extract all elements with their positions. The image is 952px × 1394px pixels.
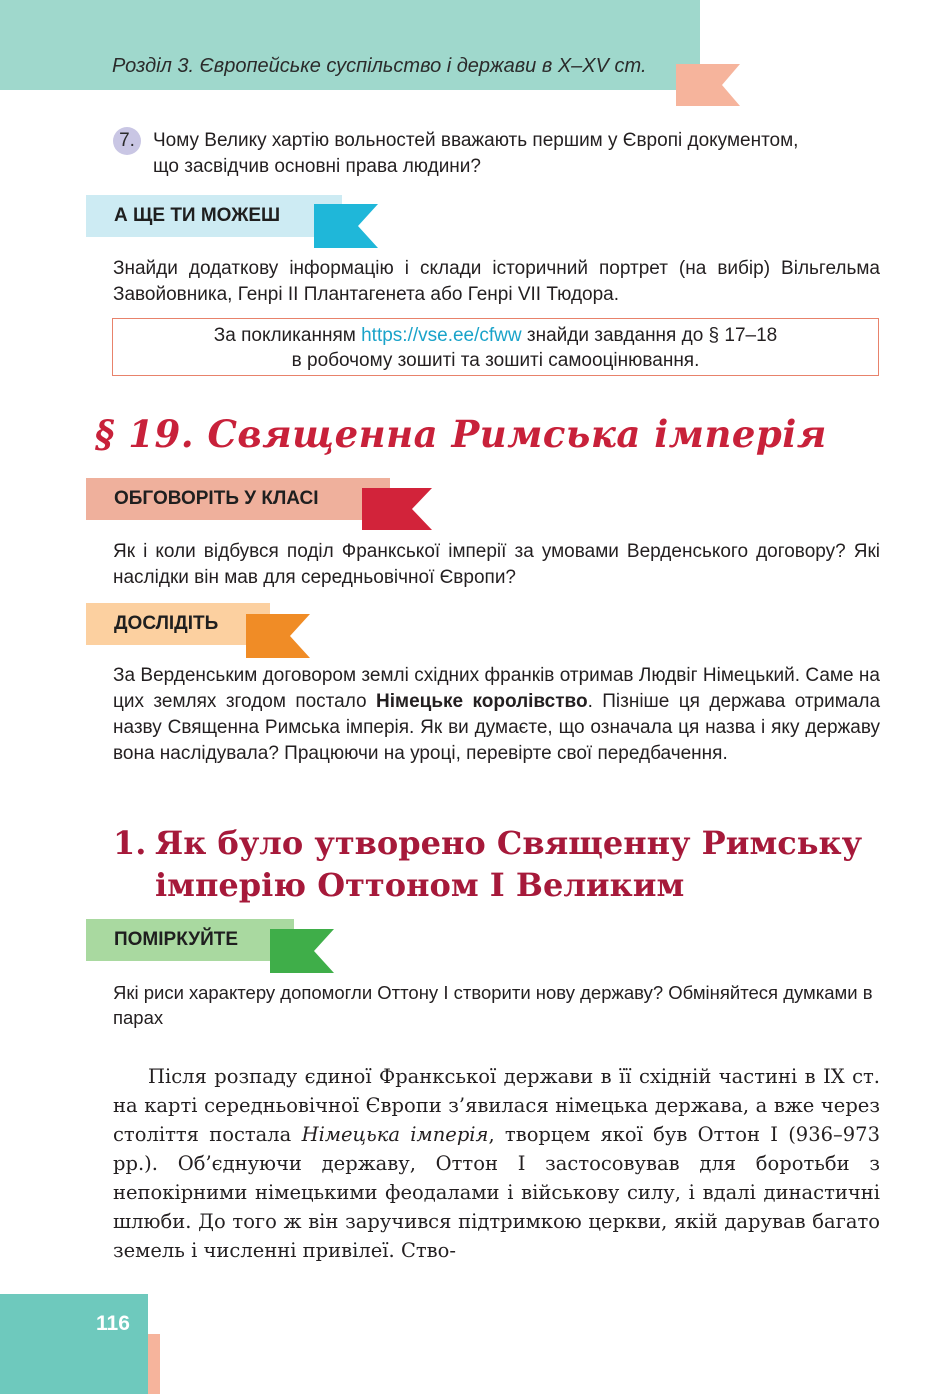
question-line-1: Чому Велику хартію вольностей вважають першим у Європі документом,: [153, 130, 799, 151]
body-text-b: , творцем якої був Оттон І (936–973 рр.). Об’єднуючи державу, Оттон І застосовував для боротьби з непокірними німецькими феодалами і військову силу, і вдалі династичні шлюби. До того ж він заручився підтримкою церкви, якій дарував багато земель і численні привілеї. Ство-: [113, 1123, 880, 1262]
section-number: 1.: [113, 824, 147, 862]
online-task-suffix: знайди завдання до § 17–18: [521, 325, 778, 346]
online-task-line-1: [113, 323, 878, 348]
body-text-italic: Німецька імперія: [301, 1123, 489, 1146]
header-ribbon-icon: [676, 64, 740, 106]
research-text: [113, 663, 880, 767]
section-title-line-1: Як було утворено Священну Римську: [155, 824, 863, 862]
section-title-line-2: імперію Оттоном І Великим: [155, 866, 685, 904]
can-do-ribbon-icon: [314, 204, 378, 248]
page-number: 116: [96, 1312, 130, 1335]
research-text-bold: Німецьке королівство: [376, 691, 588, 712]
page-number-accent: [148, 1334, 160, 1394]
body-text-a: Після розпаду єдиної Франкської держави в її східній частині в ІХ ст. на карті середньовічної Європи з’явилася німецька держава, а вже через століття постала: [113, 1065, 880, 1146]
online-task-line-2: в робочому зошиті та зошиті самооцінювання.: [291, 350, 700, 371]
section-1-title: [113, 822, 873, 906]
online-task-prefix: За покликанням: [213, 325, 362, 346]
think-tag: ПОМІРКУЙТЕ: [86, 919, 294, 961]
can-do-tag: А ЩЕ ТИ МОЖЕШ: [86, 195, 342, 237]
main-body-text: [113, 1062, 880, 1265]
research-text-a: За Верденським договором землі східних франків отримав Людвіг Німецький. Саме на цих землях згодом постало: [113, 665, 880, 712]
online-task-link[interactable]: https://vse.ee/cfww: [361, 325, 522, 346]
think-ribbon-icon: [270, 929, 334, 973]
discuss-text: Як і коли відбувся поділ Франкської імперії за умовами Верденського договору? Які наслідки він мав для середньовічної Європи?: [113, 541, 880, 588]
research-text-b: . Пізніше ця держава отримала назву Священна Римська імперія. Як ви думаєте, що означала ця назва і яку державу вона наслідувала? Працюючи на уроці, перевірте свої передбачення.: [113, 691, 881, 764]
question-text: [153, 128, 883, 180]
paragraph-title: § 19. Священна Римська імперія: [95, 412, 827, 456]
can-do-text: Знайди додаткову інформацію і склади історичний портрет (на вибір) Вільгельма Завойовника, Генрі ІІ Плантагенета або Генрі VII Тюдора.: [113, 258, 880, 305]
question-number-badge: 7.: [113, 127, 141, 155]
research-ribbon-icon: [246, 614, 310, 658]
think-text: Які риси характеру допомогли Оттону І створити нову державу? Обміняйтеся думками в парах: [113, 982, 873, 1028]
question-line-2: що засвідчив основні права людини?: [153, 156, 481, 177]
online-task-box: [112, 318, 879, 376]
discuss-ribbon-icon: [362, 488, 432, 530]
research-tag: ДОСЛІДІТЬ: [86, 603, 270, 645]
page-number-box: [0, 1294, 148, 1394]
chapter-title: Розділ 3. Європейське суспільство і держави в X–XV ст.: [112, 55, 647, 77]
discuss-tag: ОБГОВОРІТЬ У КЛАСІ: [86, 478, 390, 520]
